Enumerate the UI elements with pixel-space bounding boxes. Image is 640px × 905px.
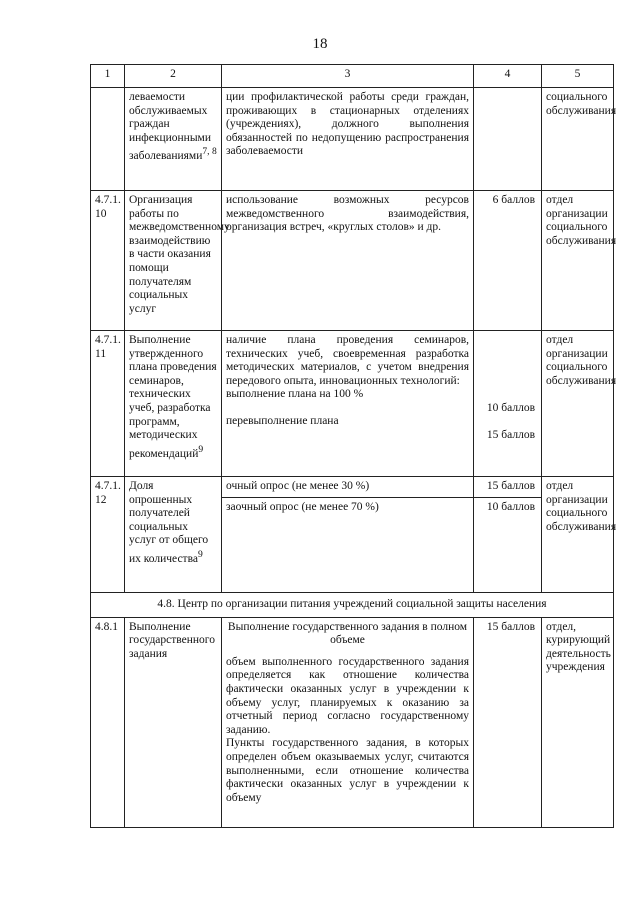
row-number: 4.8.1 xyxy=(91,617,125,827)
footnote-ref: 9 xyxy=(198,443,204,455)
header-col-4: 4 xyxy=(474,65,542,88)
footnote-ref: 7, 8 xyxy=(202,146,217,158)
responsible-dept: отдел, курирующий деятельность учреждения xyxy=(542,617,614,827)
criteria-text xyxy=(222,331,474,477)
section-title: 4.8. Центр по организации питания учреждений социальной защиты населения xyxy=(91,593,614,618)
points-value: 10 баллов xyxy=(486,402,535,414)
criteria-text xyxy=(222,477,474,593)
indicator-name: Доля опрошенных получателей социальных услуг от общего их количества$^9$ xyxy=(125,477,222,593)
responsible-dept: отдел организации социального обслуживания xyxy=(542,331,614,477)
points-value: 15 баллов xyxy=(474,617,542,827)
points-value: 6 баллов xyxy=(474,191,542,331)
indicator-name: Организация работы по межведомственному взаимодействию в части оказания помощи получателям социальных услуг xyxy=(125,191,222,331)
header-col-5: 5 xyxy=(542,65,614,88)
table-row xyxy=(91,617,614,827)
responsible-dept: отдел организации социального обслуживания xyxy=(542,477,614,593)
indicator-name: Выполнение утвержденного плана проведения семинаров, технических учеб, разработка программ, методических рекомендаций$^9$ xyxy=(125,331,222,477)
criteria-title: Выполнение государственного задания в полном объеме xyxy=(227,620,468,647)
row-number xyxy=(91,88,125,191)
header-col-2: 2 xyxy=(125,65,222,88)
points-cell xyxy=(474,88,542,191)
points-value: 10 баллов xyxy=(474,497,541,518)
criteria-item: выполнение плана на 100 % xyxy=(226,388,364,401)
indicator-name: левaемости обслуживаемых граждан инфекционными заболеваниями$^{7, 8}$ xyxy=(125,88,222,191)
row-number: 4.7.1. 11 xyxy=(91,331,125,477)
criteria-paragraph: Пункты государственного задания, в которых определен объем оказываемых услуг, считаются выполненными, если отношение количества фактически оказанных услуг в учреждении к объему xyxy=(226,737,469,804)
criteria-intro: наличие плана проведения семинаров, технических учеб, своевременная разработка методических материалов, с учетом внедрения передового опыта, инновационных технологий: xyxy=(226,334,469,387)
points-value: 15 баллов xyxy=(486,480,535,492)
criteria-item: заочный опрос (не менее 70 %) xyxy=(222,497,473,518)
table-row xyxy=(91,191,614,331)
row-number: 4.7.1. 10 xyxy=(91,191,125,331)
criteria-text xyxy=(222,617,474,827)
table-row xyxy=(91,331,614,477)
points-value: 15 баллов xyxy=(486,428,535,441)
points-cell xyxy=(474,331,542,477)
header-col-3: 3 xyxy=(222,65,474,88)
table-header-row xyxy=(91,65,614,88)
criteria-item: перевыполнение плана xyxy=(226,414,339,427)
indicator-name: Выполнение государственного задания xyxy=(125,617,222,827)
responsible-dept: отдел организации социального обслуживания xyxy=(542,191,614,331)
header-col-1: 1 xyxy=(91,65,125,88)
responsible-dept: социального обслуживания xyxy=(542,88,614,191)
table-row xyxy=(91,477,614,593)
criteria-paragraph: объем выполненного государственного задания определяется как отношение количества фактически оказанных услуг в учреждении к объему услуг, планируемых к оказанию за отчетный период согласно государственному заданию. xyxy=(226,655,469,736)
table-row xyxy=(91,88,614,191)
row-number: 4.7.1. 12 xyxy=(91,477,125,593)
section-row xyxy=(91,593,614,618)
criteria-text: ции профилактической работы среди граждан, проживающих в стационарных отделениях (учреждениях), должного выполнения обязанностей по недопущению распространения заболеваемости xyxy=(222,88,474,191)
criteria-item: очный опрос (не менее 30 %) xyxy=(226,480,370,492)
criteria-table xyxy=(90,64,617,828)
points-cell xyxy=(474,477,542,593)
footnote-ref: 9 xyxy=(197,548,203,560)
criteria-text: использование возможных ресурсов межведомственного взаимодействия, организация встреч, «круглых столов» и др. xyxy=(222,191,474,331)
page-number: 18 xyxy=(312,36,328,52)
